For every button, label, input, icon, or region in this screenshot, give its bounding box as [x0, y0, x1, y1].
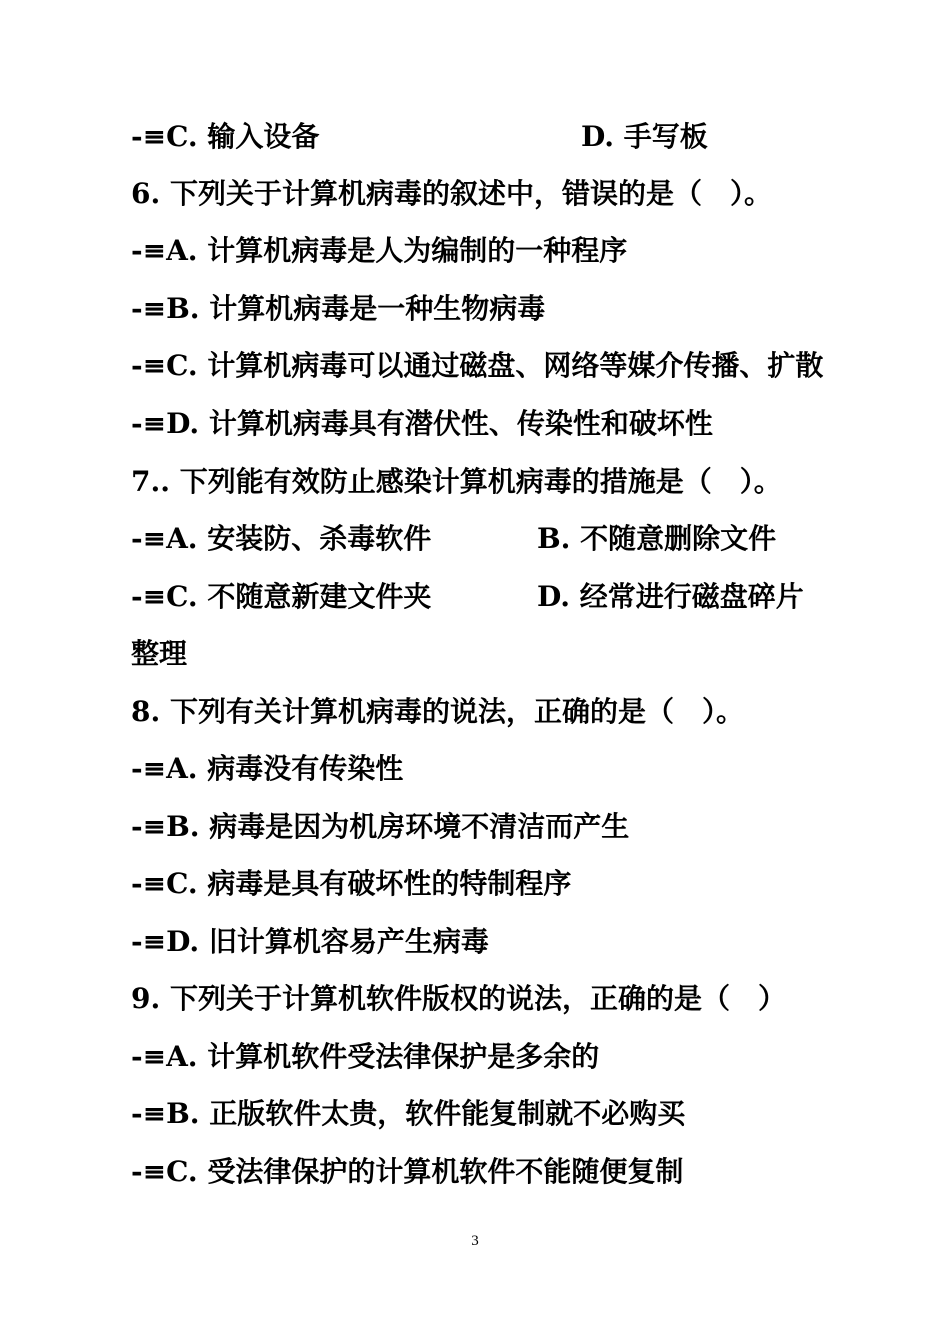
option-line: -≡C. 受法律保护的计算机软件不能随便复制	[131, 1155, 684, 1188]
continuation-line: 整理	[131, 637, 188, 670]
option-line: -≡C. 计算机病毒可以通过磁盘、网络等媒介传播、扩散	[131, 349, 824, 382]
option-line: -≡B. 计算机病毒是一种生物病毒	[131, 292, 546, 325]
option-line: -≡C. 病毒是具有破坏性的特制程序	[131, 867, 572, 900]
option-line: B. 不随意删除文件	[537, 522, 777, 555]
option-line: -≡B. 病毒是因为机房环境不清洁而产生	[131, 810, 630, 843]
option-line: -≡B. 正版软件太贵，软件能复制就不必购买	[131, 1097, 686, 1130]
question-line: 9. 下列关于计算机软件版权的说法，正确的是（ ）	[131, 982, 786, 1015]
option-line: D. 手写板	[581, 120, 708, 153]
option-line: -≡C. 输入设备	[131, 120, 320, 153]
option-line: -≡A. 计算机软件受法律保护是多余的	[131, 1040, 600, 1073]
option-line: -≡A. 安装防、杀毒软件	[131, 522, 432, 555]
question-line: 6. 下列关于计算机病毒的叙述中，错误的是（ ）。	[131, 177, 772, 210]
option-line: -≡A. 计算机病毒是人为编制的一种程序	[131, 234, 628, 267]
question-line: 7.. 下列能有效防止感染计算机病毒的措施是（ ）。	[131, 465, 782, 498]
question-line: 8. 下列有关计算机病毒的说法，正确的是（ ）。	[131, 695, 744, 728]
option-line: -≡D. 旧计算机容易产生病毒	[131, 925, 489, 958]
page-number: 3	[471, 1233, 479, 1249]
option-line: -≡D. 计算机病毒具有潜伏性、传染性和破坏性	[131, 407, 713, 440]
option-line: -≡C. 不随意新建文件夹	[131, 580, 432, 613]
option-line: -≡A. 病毒没有传染性	[131, 752, 404, 785]
option-line: D. 经常进行磁盘碎片	[537, 580, 804, 613]
